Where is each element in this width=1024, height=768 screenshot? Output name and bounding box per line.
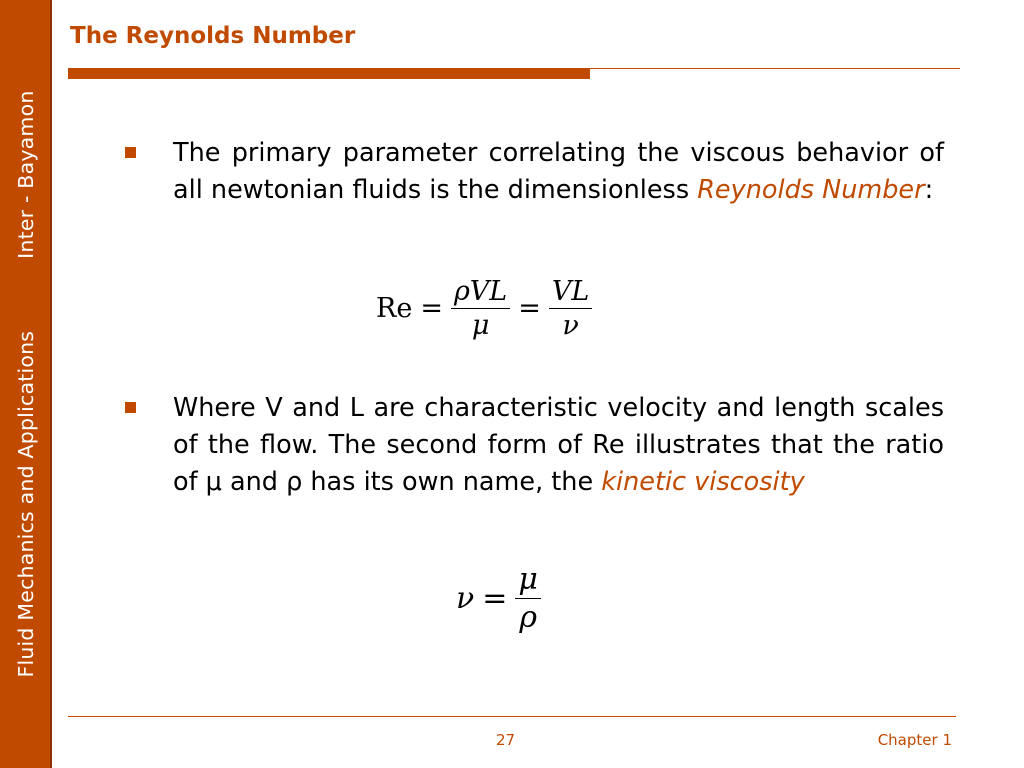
chapter-label: Chapter 1 xyxy=(877,731,952,749)
bullet-text-2 xyxy=(173,390,944,501)
title-underline-rule xyxy=(590,68,960,69)
eq1-fraction-1 xyxy=(451,276,510,341)
bullet-1-emphasis: Reynolds Number xyxy=(697,175,925,205)
bullet-square-icon xyxy=(125,147,136,158)
bullet-1-body: The primary parameter correlating the viscous behavior of all newtonian fluids is the dimensionless xyxy=(173,138,944,205)
eq2-fraction xyxy=(515,562,541,635)
eq1-equals-1: = xyxy=(420,293,443,324)
eq2-lhs: ν xyxy=(456,581,475,616)
eq2-numerator: μ xyxy=(518,562,538,597)
eq1-equals-2: = xyxy=(518,293,541,324)
eq1-lhs: Re xyxy=(376,293,413,324)
bullet-2-emphasis: kinetic viscosity xyxy=(601,467,805,497)
title-underline-bar xyxy=(68,68,590,79)
bullet-square-icon xyxy=(125,402,136,413)
eq2-denominator: ρ xyxy=(515,598,541,635)
kinematic-viscosity-equation xyxy=(456,562,541,635)
sidebar-text xyxy=(14,90,38,677)
eq1-frac2-numerator: VL xyxy=(551,276,590,307)
sidebar xyxy=(0,0,52,768)
slide-title: The Reynolds Number xyxy=(70,23,356,49)
bullet-1-tail: : xyxy=(924,175,934,205)
eq1-frac1-numerator: ρVL xyxy=(453,276,508,307)
bullet-2-body: Where V and L are characteristic velocity and length scales of the flow. The second form of Re illustrates that the ratio of μ and ρ has its own name, the xyxy=(173,393,944,497)
eq2-equals: = xyxy=(482,581,508,616)
eq1-fraction-2 xyxy=(549,276,592,341)
bullet-text-1 xyxy=(173,135,944,209)
institution-name: Inter - Bayamon xyxy=(14,90,38,259)
bullet-item-2 xyxy=(125,390,945,501)
reynolds-equation xyxy=(376,276,592,341)
eq1-frac2-denominator: ν xyxy=(549,308,592,341)
footer-rule xyxy=(68,716,956,717)
bullet-item-1 xyxy=(125,135,945,209)
course-name: Fluid Mechanics and Applications xyxy=(14,330,38,678)
page-number: 27 xyxy=(496,731,516,749)
eq1-frac1-denominator: μ xyxy=(451,308,510,341)
